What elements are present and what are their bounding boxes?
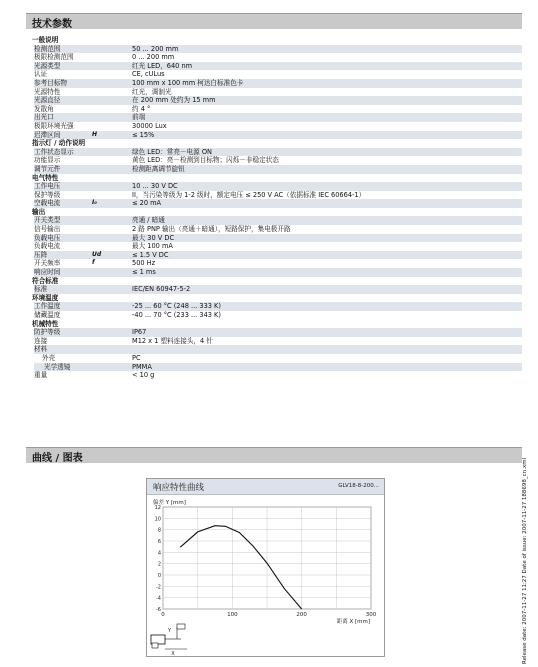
spec-row (34, 371, 522, 380)
spec-label: 发散角 (34, 104, 54, 113)
spec-value: 绿色 LED：常亮－电源 ON (132, 147, 212, 156)
spec-row (34, 165, 522, 174)
spec-label: 材料 (34, 345, 48, 354)
spec-symbol: f (92, 259, 95, 267)
spec-value: IP67 (132, 328, 147, 337)
spec-value: 约 4 ° (132, 104, 151, 113)
spec-label: 保护等级 (34, 190, 61, 199)
spec-value: 黄色 LED：亮－检测到目标物；闪烁－非稳定状态 (132, 156, 279, 165)
spec-group-heading (34, 294, 522, 303)
spec-value: ≤ 15% (132, 130, 155, 139)
x-tick-label: 0 (161, 612, 165, 618)
spec-label: 光源类型 (34, 61, 61, 70)
diagram-label-x: X (171, 651, 175, 656)
spec-row (34, 105, 522, 114)
spec-group-label: 环境温度 (32, 293, 59, 302)
spec-symbol: I₀ (92, 199, 97, 207)
release-date-note (520, 457, 530, 665)
spec-label: 负载电压 (34, 233, 61, 242)
spec-row (34, 328, 522, 337)
spec-value: 在 200 mm 处约为 15 mm (132, 96, 216, 105)
spec-row (34, 131, 522, 140)
spec-value: 50 ... 200 mm (132, 44, 179, 53)
y-tick-label: 10 (154, 516, 161, 523)
section-title: 曲线 / 图表 (32, 453, 83, 464)
spec-label: 连接 (34, 336, 48, 345)
spec-value: 0 ... 200 mm (132, 53, 175, 62)
spec-row (34, 156, 522, 165)
y-axis-label: 偏差 Y [mm] (153, 500, 186, 506)
spec-value: 2 路 PNP 输出（亮通＋暗通），短路保护，集电极开路 (132, 225, 291, 234)
spec-row (34, 363, 522, 372)
spec-label: 认证 (34, 70, 48, 79)
spec-label: 重量 (34, 371, 48, 380)
section-header-technical-data (26, 13, 522, 29)
spec-label: 出光口 (34, 113, 54, 122)
spec-row (34, 113, 522, 122)
spec-group-label: 电气特性 (32, 173, 59, 182)
spec-value: 30000 Lux (132, 121, 167, 130)
spec-row (34, 122, 522, 131)
spec-label: 光源特性 (34, 87, 61, 96)
spec-label: 防护等级 (34, 328, 61, 337)
spec-row (34, 62, 522, 71)
spec-row (34, 251, 522, 260)
spec-label: 负载电流 (34, 242, 61, 251)
spec-label: 开关类型 (34, 216, 61, 225)
spec-value: PMMA (132, 362, 152, 371)
spec-row (34, 199, 522, 208)
spec-value: -40 ... 70 °C (233 ... 343 K) (132, 311, 221, 319)
spec-label: 响应时间 (34, 268, 61, 277)
spec-group-heading (34, 36, 522, 45)
chart-plot (147, 479, 384, 656)
spec-row (34, 345, 522, 354)
y-tick-label: 6 (157, 539, 161, 545)
section-title: 技术参数 (32, 19, 72, 30)
spec-row (34, 216, 522, 225)
spec-row (34, 259, 522, 268)
spec-label: 工作温度 (34, 302, 61, 311)
spec-label: 检测范围 (34, 44, 61, 53)
chart-title: 响应特性曲线 (153, 483, 205, 493)
spec-value: -25 ... 60 °C (248 ... 333 K) (132, 302, 221, 311)
x-axis-label: 距离 X [mm] (336, 619, 370, 625)
spec-label: 工作电压 (34, 182, 61, 191)
y-tick-label: 2 (157, 561, 161, 568)
spec-group-heading (34, 320, 522, 329)
spec-label: 工作状态显示 (34, 147, 74, 156)
spec-label: 极限环境光强 (34, 121, 74, 130)
spec-label: 调节元件 (34, 164, 61, 173)
spec-label: 极限检测范围 (34, 53, 74, 62)
spec-value: 100 mm x 100 mm 柯达白标准色卡 (132, 78, 244, 87)
diagram-label-y: Y (167, 628, 171, 634)
spec-group-heading (34, 208, 522, 217)
spec-value: 检测距离调节旋钮 (132, 164, 185, 173)
spec-group-label: 输出 (32, 207, 46, 216)
y-tick-label: 4 (157, 550, 161, 557)
y-tick-label: 8 (157, 527, 161, 534)
spec-value: < 10 g (132, 371, 155, 380)
y-tick-label: 12 (154, 505, 161, 511)
y-tick-label: 0 (157, 573, 161, 579)
spec-group-heading (34, 174, 522, 183)
spec-row (34, 285, 522, 294)
spec-label: 外壳 (42, 353, 56, 362)
x-tick-label: 300 (365, 612, 377, 618)
spec-row (34, 311, 522, 320)
spec-value: 500 Hz (132, 259, 156, 268)
spec-label: 功能显示 (34, 156, 61, 165)
x-tick-label: 200 (296, 612, 307, 618)
x-tick-label: 100 (227, 612, 238, 618)
spec-value: 红光 LED，640 nm (132, 61, 193, 70)
spec-value: 亮通 / 暗通 (132, 216, 165, 225)
spec-row (34, 70, 522, 79)
spec-label: 标准 (34, 285, 48, 294)
spec-label: 开关频率 (34, 259, 61, 268)
spec-row (34, 88, 522, 97)
spec-label: 迟滞区间 (34, 130, 61, 139)
spec-row (34, 96, 522, 105)
spec-label: 信号输出 (34, 225, 61, 234)
spec-group-label: 符合标准 (32, 276, 59, 285)
spec-label: 储藏温度 (34, 311, 61, 319)
spec-value: II，当污染等级为 1-2 级时，额定电压 ≤ 250 V AC（依据标准 IEC 60664-1） (132, 190, 366, 199)
chart-model: GLV18-8-200... (338, 483, 379, 489)
spec-label: 参考目标物 (34, 78, 67, 87)
spec-value: 前端 (132, 113, 146, 122)
spec-row (34, 234, 522, 243)
spec-row (34, 45, 522, 54)
spec-value: IEC/EN 60947-5-2 (132, 285, 191, 294)
spec-symbol: Ud (92, 250, 102, 258)
spec-row (34, 182, 522, 191)
spec-table (34, 36, 522, 380)
y-tick-label: -6 (156, 607, 161, 613)
spec-value: 最大 100 mA (132, 242, 173, 251)
spec-row (34, 53, 522, 62)
spec-value: CE, cULus (132, 70, 165, 79)
spec-value: 红光，调制光 (132, 87, 172, 96)
spec-group-label: 机械特性 (32, 319, 59, 328)
spec-value: 最大 30 V DC (132, 233, 175, 242)
spec-value: PC (132, 353, 141, 362)
sensor-connector-shape (152, 643, 158, 648)
y-tick-label: -4 (156, 595, 161, 602)
release-date-text: Release date: 2007-11-27 11:27 Date of issue: 2007-11-27 188698_cn.xml (522, 457, 528, 664)
spec-value: ≤ 20 mA (132, 199, 162, 208)
target-shape (177, 624, 185, 629)
spec-group-label: 指示灯 / 动作说明 (32, 139, 86, 148)
spec-group-heading (34, 277, 522, 286)
spec-row (34, 79, 522, 88)
spec-label: 压降 (34, 250, 48, 259)
y-tick-label: -2 (156, 584, 161, 591)
spec-row (34, 191, 522, 200)
spec-row (34, 242, 522, 251)
spec-row (34, 268, 522, 277)
spec-row (34, 337, 522, 346)
spec-value: 10 ... 30 V DC (132, 182, 178, 191)
spec-label: 光源直径 (34, 96, 61, 105)
spec-label: 空载电流 (34, 199, 61, 208)
spec-value: ≤ 1 ms (132, 268, 156, 277)
spec-symbol: H (92, 130, 98, 138)
spec-label: 光学透镜 (44, 362, 71, 371)
spec-value: M12 x 1 塑料连接头，4 针 (132, 336, 213, 345)
spec-row (34, 302, 522, 311)
spec-group-heading (34, 139, 522, 148)
spec-value: ≤ 1.5 V DC (132, 250, 169, 259)
response-curve-chart (146, 478, 385, 657)
spec-row (34, 225, 522, 234)
spec-group-label: 一般说明 (32, 36, 59, 44)
spec-row (34, 354, 522, 363)
sensor-body-shape (151, 635, 165, 644)
section-header-curves (26, 447, 522, 463)
